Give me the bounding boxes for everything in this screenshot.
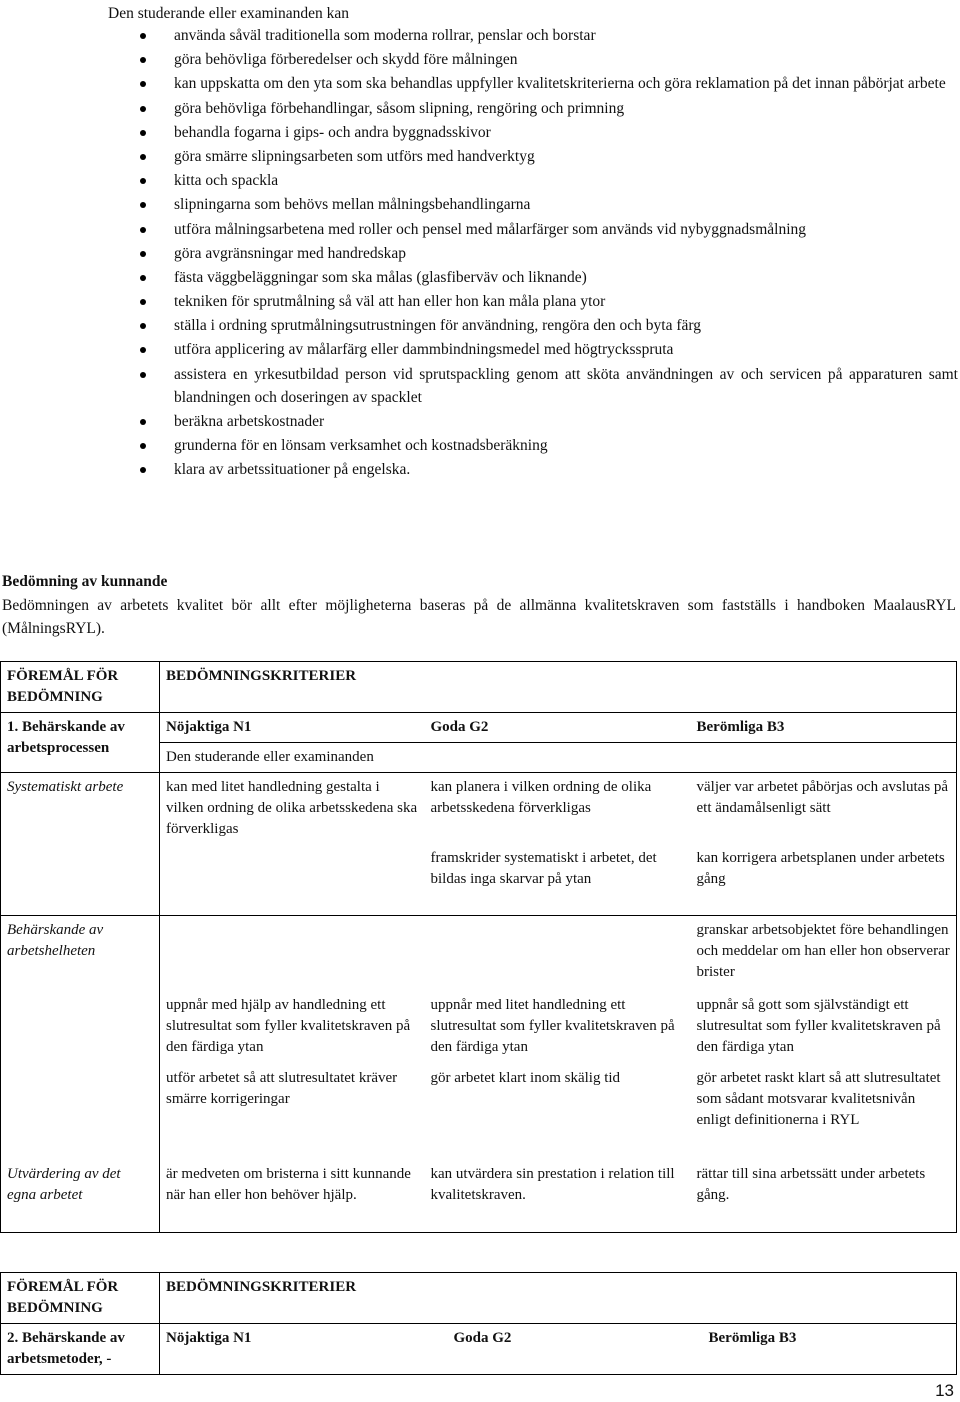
cell-n1: utför arbetet så att slutresultatet kräver smärre korrigeringar: [166, 1070, 398, 1107]
level-b3: Berömliga B3: [703, 1324, 957, 1375]
cell-n1: är medveten om bristerna i sitt kunnande när han eller hon behöver hjälp.: [166, 1166, 411, 1203]
section-title: 1. Behärskande av arbetsprocessen: [1, 713, 160, 773]
page-number: 13: [935, 1381, 954, 1400]
list-item: ställa i ordning sprutmålningsutrustningen för användning, rengöra den och byta färg: [138, 314, 958, 337]
row-label: Systematiskt arbete: [1, 773, 160, 845]
list-item: utföra målningsarbetena med roller och pensel med målarfärger som används vid nybyggnadsmålning: [138, 218, 958, 241]
column-header-criteria: BEDÖMNINGSKRITERIER: [166, 1279, 357, 1295]
row-label: [1, 844, 160, 916]
list-item: grunderna för en lönsam verksamhet och kostnadsberäkning: [138, 434, 958, 457]
list-item: kitta och spackla: [138, 169, 958, 192]
row-label: [1, 1064, 160, 1160]
criteria-table-1: [0, 661, 957, 1233]
level-b3: Berömliga B3: [691, 713, 957, 743]
list-item: göra behövliga förbehandlingar, såsom slipning, rengöring och primning: [138, 97, 958, 120]
level-n1: Nöjaktiga N1: [160, 713, 425, 743]
list-item: göra avgränsningar med handredskap: [138, 242, 958, 265]
list-item: fästa väggbeläggningar som ska målas (glasfiberväv och liknande): [138, 266, 958, 289]
level-g2: Goda G2: [448, 1324, 703, 1375]
table-row: [1, 916, 957, 992]
column-header-subject: FÖREMÅL FÖR BEDÖMNING: [1, 662, 160, 713]
row-label: [1, 991, 160, 1064]
cell-b3: granskar arbetsobjektet före behandlingen och meddelar om han eller hon observerar brister: [691, 916, 957, 992]
cell-g2: [425, 916, 691, 992]
table-row: [1, 1160, 957, 1233]
cell-g2: kan utvärdera sin prestation i relation till kvalitetskraven.: [430, 1166, 675, 1203]
table-row: [1, 991, 957, 1064]
assessment-paragraph: Bedömningen av arbetets kvalitet bör allt efter möjligheterna baseras på de allmänna kvalitetskraven som fastställs i handboken MaalausRYL (MålningsRYL).: [2, 597, 956, 637]
assessment-heading: Bedömning av kunnande: [2, 573, 168, 590]
cell-n1: [160, 844, 425, 916]
list-item: assistera en yrkesutbildad person vid sprutspackling genom att sköta användningen av och servicen på apparaturen samt blandningen och doseringen av spacklet: [138, 363, 958, 409]
list-item: slipningarna som behövs mellan målningsbehandlingarna: [138, 193, 958, 216]
column-header-criteria: BEDÖMNINGSKRITERIER: [166, 668, 357, 684]
criteria-subheader: Den studerande eller examinanden: [160, 743, 957, 773]
cell-n1: uppnår med hjälp av handledning ett slutresultat som fyller kvalitetskraven på den färdiga ytan: [166, 997, 411, 1055]
level-g2: Goda G2: [425, 713, 691, 743]
list-item: tekniken för sprutmålning så väl att han eller hon kan måla plana ytor: [138, 290, 958, 313]
cell-g2: framskrider systematiskt i arbetet, det bildas inga skarvar på ytan: [430, 850, 657, 887]
list-item: klara av arbetssituationer på engelska.: [138, 458, 958, 481]
column-header-subject: FÖREMÅL FÖR BEDÖMNING: [1, 1273, 160, 1324]
table-row: [1, 844, 957, 916]
cell-n1: kan med litet handledning gestalta i vilken ordning de olika arbetsskedena ska förverkligas: [160, 773, 425, 845]
list-item: göra smärre slipningsarbeten som utförs med handverktyg: [138, 145, 958, 168]
table-row: [1, 1064, 957, 1160]
cell-b3: uppnår så gott som självständigt ett slutresultat som fyller kvalitetskraven på den färdiga ytan: [696, 997, 941, 1055]
level-n1: Nöjaktiga N1: [160, 1324, 448, 1375]
intro-text: Den studerande eller examinanden kan: [108, 5, 350, 22]
skills-list: [138, 24, 958, 482]
cell-g2: uppnår med litet handledning ett slutresultat som fyller kvalitetskraven på den färdiga ytan: [430, 997, 675, 1055]
list-item: behandla fogarna i gips- och andra byggnadsskivor: [138, 121, 958, 144]
list-item: göra behövliga förberedelser och skydd före målningen: [138, 48, 958, 71]
list-item: beräkna arbetskostnader: [138, 410, 958, 433]
cell-b3: väljer var arbetet påbörjas och avslutas på ett ändamålsenligt sätt: [691, 773, 957, 845]
cell-n1: [160, 916, 425, 992]
cell-b3: kan korrigera arbetsplanen under arbetets gång: [696, 850, 945, 887]
list-item: använda såväl traditionella som moderna rollrar, penslar och borstar: [138, 24, 958, 47]
cell-b3: gör arbetet raskt klart så att slutresultatet som sådant motsvarar kvalitetsnivån enligt definitionerna i RYL: [696, 1070, 941, 1128]
list-item: kan uppskatta om den yta som ska behandlas uppfyller kvalitetskriterierna och göra reklamation på det innan påbörjat arbete: [138, 72, 958, 95]
criteria-table-2: [0, 1272, 957, 1375]
cell-g2: kan planera i vilken ordning de olika arbetsskedena förverkligas: [425, 773, 691, 845]
table-row: [1, 773, 957, 845]
row-label: Behärskande av arbetshelheten: [1, 916, 160, 992]
section-title: 2. Behärskande av arbetsmetoder, -: [1, 1324, 160, 1375]
list-item: utföra applicering av målarfärg eller dammbindningsmedel med högtryckssprutа: [138, 338, 958, 361]
row-label: Utvärdering av det egna arbetet: [1, 1160, 160, 1233]
cell-b3: rättar till sina arbetssätt under arbetets gång.: [696, 1166, 926, 1203]
cell-g2: gör arbetet klart inom skälig tid: [430, 1070, 621, 1086]
